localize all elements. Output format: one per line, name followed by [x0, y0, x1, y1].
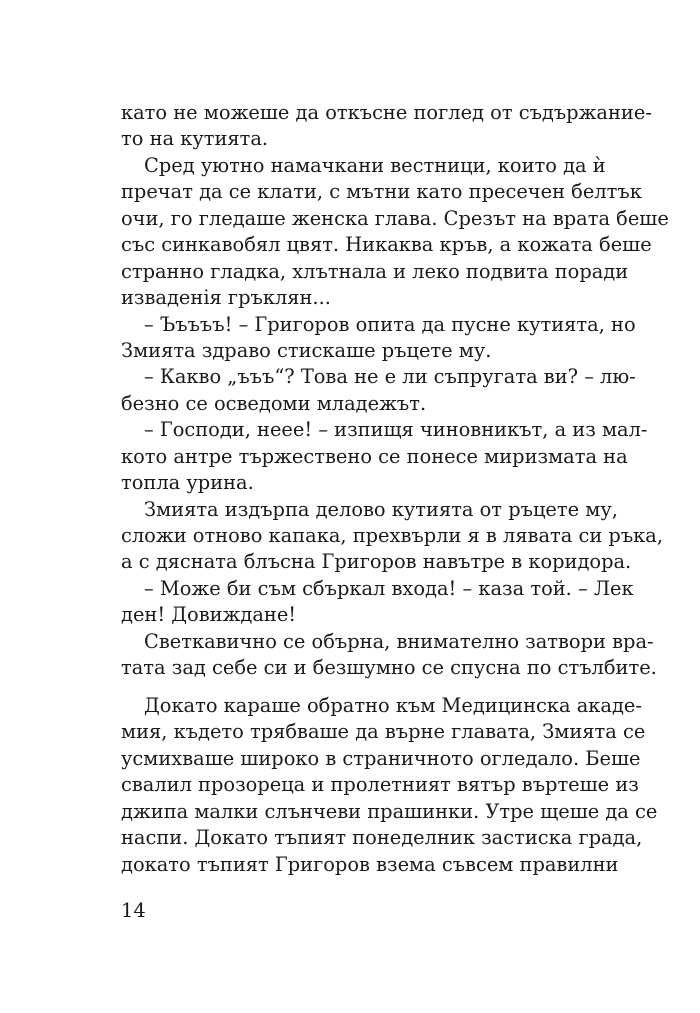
text-line: пречат да се клати, с мътни като пресечен белтък	[121, 180, 642, 204]
text-line: Змията здраво стискаше ръцете му.	[121, 338, 492, 362]
text-line: – Какво „ъъъ“? Това не е ли съпругата ви? – лю-	[144, 365, 636, 389]
text-line: топла урина.	[121, 471, 254, 495]
text-line: кото антре тържествено се понесе миризмата на	[121, 444, 628, 468]
text-line: сложи отново капака, прехвърли я в лявата си ръка,	[121, 524, 664, 547]
text-line: ден! Довиждане!	[121, 603, 297, 627]
text-line: мия, където трябваше да върне главата, Змията се	[121, 720, 646, 744]
text-line: очи, го гледаше женска глава. Срезът на врата беше	[121, 206, 669, 230]
text-line: – Господи, неее! – изпищя чиновникът, а из мал-	[144, 418, 648, 442]
text-line: а с дясната блъсна Григоров навътре в коридора.	[121, 550, 632, 574]
text-line: – Ъъъъъ! – Григоров опита да пусне кутията, но	[144, 312, 636, 336]
text-line: странно гладка, хлътнала и леко подвита поради	[121, 259, 629, 283]
text-line: докато тъпият Григоров взема съвсем правилни	[121, 852, 619, 876]
text-block-first	[121, 100, 669, 682]
text-line: тата зад себе си и безшумно се спусна по стълбите.	[121, 656, 657, 680]
text-line: – Може би съм сбъркал входа! – каза той. – Лек	[144, 576, 634, 600]
text-line: то на кутията.	[121, 127, 269, 151]
text-line: Сред уютно намачкани вестници, които да ѝ	[144, 153, 606, 177]
text-line: свалил прозореца и пролетният вятър въртеше из	[121, 773, 639, 797]
page-number: 14	[121, 899, 146, 922]
text-line: изваденія гръклян...	[121, 286, 331, 310]
text-line: Докато караше обратно към Медицинска акаде-	[144, 694, 642, 717]
text-line: със синкавобял цвят. Никаква кръв, а кожата беше	[121, 233, 652, 257]
text-line: Змията издърпа делово кутията от ръцете му,	[144, 497, 618, 521]
text-line: безно се осведоми младежът.	[121, 391, 427, 415]
text-line: Светкавично се обърна, внимателно затвори вра-	[144, 629, 654, 653]
text-line: наспи. Докато тъпият понеделник застиска града,	[121, 826, 643, 850]
text-line: джипа малки слънчеви прашинки. Утре щеше да се	[121, 799, 658, 823]
text-line: усмихваше широко в страничното огледало. Беше	[121, 746, 641, 770]
text-block-second	[121, 693, 658, 878]
text-line: като не можеше да откъсне поглед от съдържание-	[121, 101, 652, 124]
